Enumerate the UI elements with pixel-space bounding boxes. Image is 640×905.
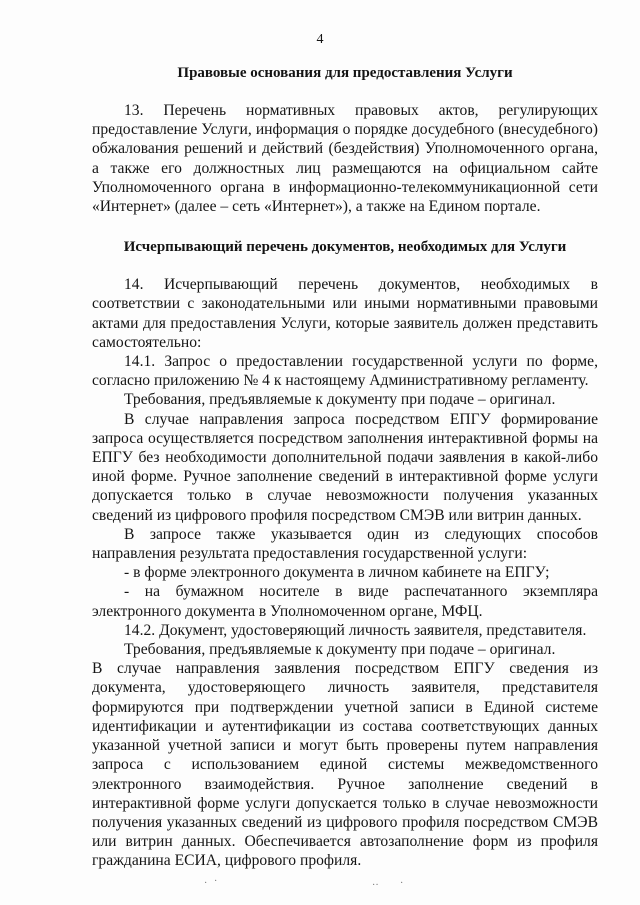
section-heading-documents-list: Исчерпывающий перечень документов, необходимых для Услуги <box>123 239 567 256</box>
paragraph-requirements-original: Требования, предъявляемые к документу при подаче – оригинал. <box>124 391 556 409</box>
section-heading-legal-basis: Правовые основания для предоставления Услуги <box>177 65 513 81</box>
scan-dot: · <box>400 878 404 889</box>
paragraph-epgu-request: В случае направления запроса посредством ЕПГУ формирование запроса осуществляется посредством заполнения интерактивной формы на ЕПГУ без необходимости дополнительной подачи заявления в какой-либо иной форме. Ручное заполнение сведений в интерактивной форме услуги допускается только в случае невозможности получения указанных сведений из цифрового профиля посредством СМЭВ или витрин данных. <box>92 410 598 524</box>
scan-dot: · <box>214 876 218 887</box>
paragraph-requirements-original-2: Требования, предъявляемые к документу при подаче – оригинал. <box>124 641 556 659</box>
paragraph-result-delivery-methods: В запросе также указывается один из следующих способов направления результата предоставления государственной услуги: <box>92 525 598 563</box>
scan-dot: ·· <box>372 880 379 891</box>
paragraph-14: 14. Исчерпывающий перечень документов, необходимых в соответствии с законодательными или иными нормативными правовыми актами для предоставления Услуги, которые заявитель должен представить самостоятельно: <box>92 276 598 351</box>
paragraph-14-1: 14.1. Запрос о предоставлении государственной услуги по форме, согласно приложению № 4 к настоящему Административному регламенту. <box>92 353 598 390</box>
page-number: 4 <box>316 32 324 47</box>
paragraph-identity-verification: В случае направления заявления посредством ЕПГУ сведения из документа, удостоверяющего личность заявителя, представителя формируются при подтверждении учетной записи в Единой системе идентификации и аутентификации из состава соответствующих данных указанной учетной записи и могут быть проверены путем направления запроса с использованием единой системы межведомственного электронного взаимодействия. Ручное заполнение сведений в интерактивной форме услуги допускается только в случае невозможности получения указанных сведений из цифрового профиля посредством СМЭВ или витрин данных. Обеспечивается автозаполнение форм из профиля гражданина ЕСИА, цифрового профиля. <box>92 660 598 870</box>
list-item-paper-document: - на бумажном носителе в виде распечатанного экземпляра электронного документа в Уполномоченном органе, МФЦ. <box>92 583 598 620</box>
document-body <box>92 60 598 871</box>
scan-dot: · <box>204 878 208 889</box>
list-item-electronic-document: - в форме электронного документа в личном кабинете на ЕПГУ; <box>124 564 550 582</box>
paragraph-14-2: 14.2. Документ, удостоверяющий личность заявителя, представителя. <box>124 621 587 639</box>
scan-artifacts <box>0 876 640 896</box>
paragraph-13: 13. Перечень нормативных правовых актов, регулирующих предоставление Услуги, информация о порядке досудебного (внесудебного) обжалования решений и действий (бездействия) Уполномоченного органа, а также его должностных лиц размещаются на официальном сайте Уполномоченного органа в информационно-телекоммуникационной сети «Интернет» (далее – сеть «Интернет»), а также на Едином портале. <box>92 102 598 216</box>
